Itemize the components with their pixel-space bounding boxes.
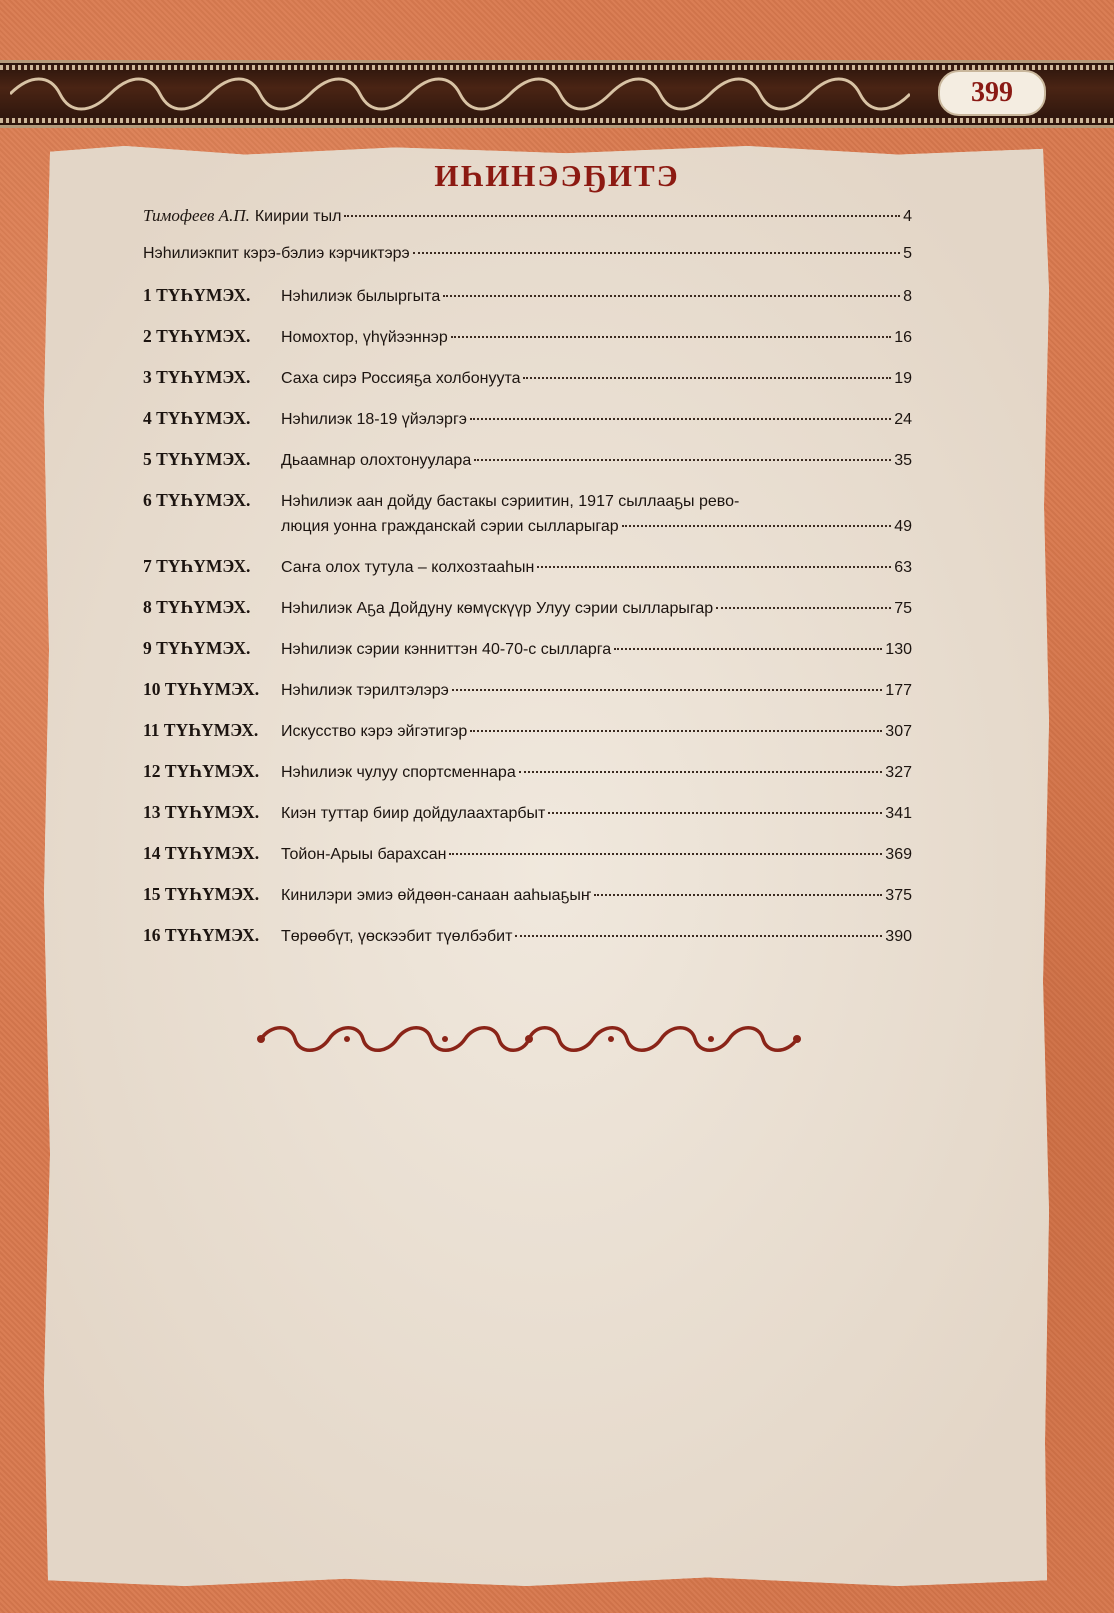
toc-row-chapter-11[interactable] <box>143 720 912 761</box>
toc-leader <box>515 935 882 937</box>
toc-leader <box>716 607 891 609</box>
toc-text: Нэһилиэк аан дойду бастакы сэриитин, 1917 сыллааҕы рево- <box>281 493 740 510</box>
toc-leader <box>548 812 882 814</box>
toc-leader <box>594 894 882 896</box>
toc-leader <box>451 336 891 338</box>
page-number-badge: 399 <box>938 70 1046 116</box>
toc-row-chapter-14[interactable] <box>143 843 912 884</box>
toc-leader <box>452 689 882 691</box>
toc-text: Искусство кэрэ эйгэтигэр <box>281 723 468 740</box>
toc-leader <box>449 853 882 855</box>
toc-row-chapter-3[interactable] <box>143 367 912 408</box>
toc-leader <box>470 730 882 732</box>
toc-page: 24 <box>894 411 912 428</box>
toc-page: 4 <box>903 208 912 225</box>
toc-chapter: 8 ТҮҺҮМЭХ. <box>143 597 251 617</box>
toc-page: 19 <box>894 370 912 387</box>
toc-row-chapter-5[interactable] <box>143 449 912 490</box>
toc-page: 5 <box>903 245 912 262</box>
toc-page: 8 <box>903 288 912 305</box>
page-title: ИҺИНЭЭҔИТЭ <box>434 158 680 193</box>
toc-page: 369 <box>885 846 912 863</box>
toc-text: Нэһилиэк чулуу спортсменнара <box>281 764 516 781</box>
toc-leader <box>519 771 883 773</box>
toc-page: 177 <box>885 682 912 699</box>
decorative-ornament-icon <box>255 1020 803 1058</box>
toc-chapter: 6 ТҮҺҮМЭХ. <box>143 490 251 510</box>
toc-row-chapter-16[interactable] <box>143 925 912 966</box>
toc-row-chapter-15[interactable] <box>143 884 912 925</box>
toc-leader <box>413 252 900 254</box>
toc-row-intro-2[interactable] <box>143 244 912 285</box>
toc-row-chapter-13[interactable] <box>143 802 912 843</box>
toc-leader <box>622 525 892 527</box>
toc-text: Нэһилиэк былыргыта <box>281 288 441 305</box>
toc-chapter: 13 ТҮҺҮМЭХ. <box>143 802 260 822</box>
toc-row-chapter-4[interactable] <box>143 408 912 449</box>
toc-page: 327 <box>885 764 912 781</box>
toc-text: Төрөөбүт, үөскээбит түөлбэбит <box>281 928 513 945</box>
toc-leader <box>470 418 891 420</box>
toc-row-chapter-12[interactable] <box>143 761 912 802</box>
toc-text: Номохтор, үһүйээннэр <box>281 329 448 346</box>
toc-text-continued: люция уонна гражданскай сэрии сылларыгар <box>281 518 619 535</box>
toc-chapter: 3 ТҮҺҮМЭХ. <box>143 367 251 387</box>
toc-chapter: 16 ТҮҺҮМЭХ. <box>143 925 260 945</box>
toc-page: 49 <box>894 518 912 535</box>
toc-leader <box>614 648 882 650</box>
toc-leader <box>474 459 891 461</box>
band-rule-bottom <box>0 118 1114 123</box>
toc-page: 307 <box>885 723 912 740</box>
scroll-ornament <box>10 74 910 114</box>
toc-chapter: 1 ТҮҺҮМЭХ. <box>143 285 251 305</box>
toc-text: Кинилэри эмиэ өйдөөн-санаан ааһыаҕыҥ <box>281 887 592 904</box>
toc-chapter: 15 ТҮҺҮМЭХ. <box>143 884 260 904</box>
toc-page: 63 <box>894 559 912 576</box>
toc-chapter: 12 ТҮҺҮМЭХ. <box>143 761 260 781</box>
toc-row-chapter-2[interactable] <box>143 326 912 367</box>
toc-chapter: 14 ТҮҺҮМЭХ. <box>143 843 260 863</box>
toc-row-chapter-9[interactable] <box>143 638 912 679</box>
toc-author: Тимофеев А.П. <box>143 206 250 225</box>
toc-row-chapter-1[interactable] <box>143 285 912 326</box>
toc-chapter: 10 ТҮҺҮМЭХ. <box>143 679 260 699</box>
toc-row-intro-1[interactable] <box>143 206 912 244</box>
toc-text-line2 <box>281 517 912 537</box>
toc-leader <box>344 215 900 217</box>
toc-text: Тойон-Арыы барахсан <box>281 846 447 863</box>
toc-chapter: 5 ТҮҺҮМЭХ. <box>143 449 251 469</box>
toc-page: 341 <box>885 805 912 822</box>
toc-text: Саха сирэ Россияҕа холбонуута <box>281 370 521 387</box>
toc-row-chapter-6[interactable] <box>143 490 912 556</box>
toc-page: 390 <box>885 928 912 945</box>
toc-leader <box>537 566 891 568</box>
toc-text: Дьаамнар олохтонуулара <box>281 452 472 469</box>
toc-page: 16 <box>894 329 912 346</box>
toc-chapter: 4 ТҮҺҮМЭХ. <box>143 408 251 428</box>
toc-text: Нэһилиэк тэрилтэлэрэ <box>281 682 449 699</box>
toc-leader <box>523 377 891 379</box>
toc-leader <box>443 295 900 297</box>
toc-page: 375 <box>885 887 912 904</box>
toc-text: Саҥа олох тутула – колхозтааһын <box>281 559 535 576</box>
toc-chapter: 2 ТҮҺҮМЭХ. <box>143 326 251 346</box>
toc-text: Нэһилиэк Аҕа Дойдуну көмүскүүр Улуу сэрии сылларыгар <box>281 600 714 617</box>
toc-text: Киирии тыл <box>254 208 342 225</box>
toc-text: Нэһилиэк 18-19 үйэлэргэ <box>281 411 467 428</box>
toc-page: 35 <box>894 452 912 469</box>
toc-text: Нэһилиэкпит кэрэ-бэлиэ кэрчиктэрэ <box>143 245 410 262</box>
toc-row-chapter-7[interactable] <box>143 556 912 597</box>
toc-row-chapter-10[interactable] <box>143 679 912 720</box>
table-of-contents <box>143 206 912 966</box>
toc-page: 75 <box>894 600 912 617</box>
toc-text: Нэһилиэк сэрии кэнниттэн 40-70-с сылларга <box>281 641 612 658</box>
toc-text-block <box>281 492 912 537</box>
toc-text: Киэн туттар биир дойдулаахтарбыт <box>281 805 546 822</box>
toc-chapter: 11 ТҮҺҮМЭХ. <box>143 720 259 740</box>
toc-chapter: 7 ТҮҺҮМЭХ. <box>143 556 251 576</box>
band-rule-top <box>0 65 1114 70</box>
toc-chapter: 9 ТҮҺҮМЭХ. <box>143 638 251 658</box>
toc-row-chapter-8[interactable] <box>143 597 912 638</box>
toc-page: 130 <box>885 641 912 658</box>
